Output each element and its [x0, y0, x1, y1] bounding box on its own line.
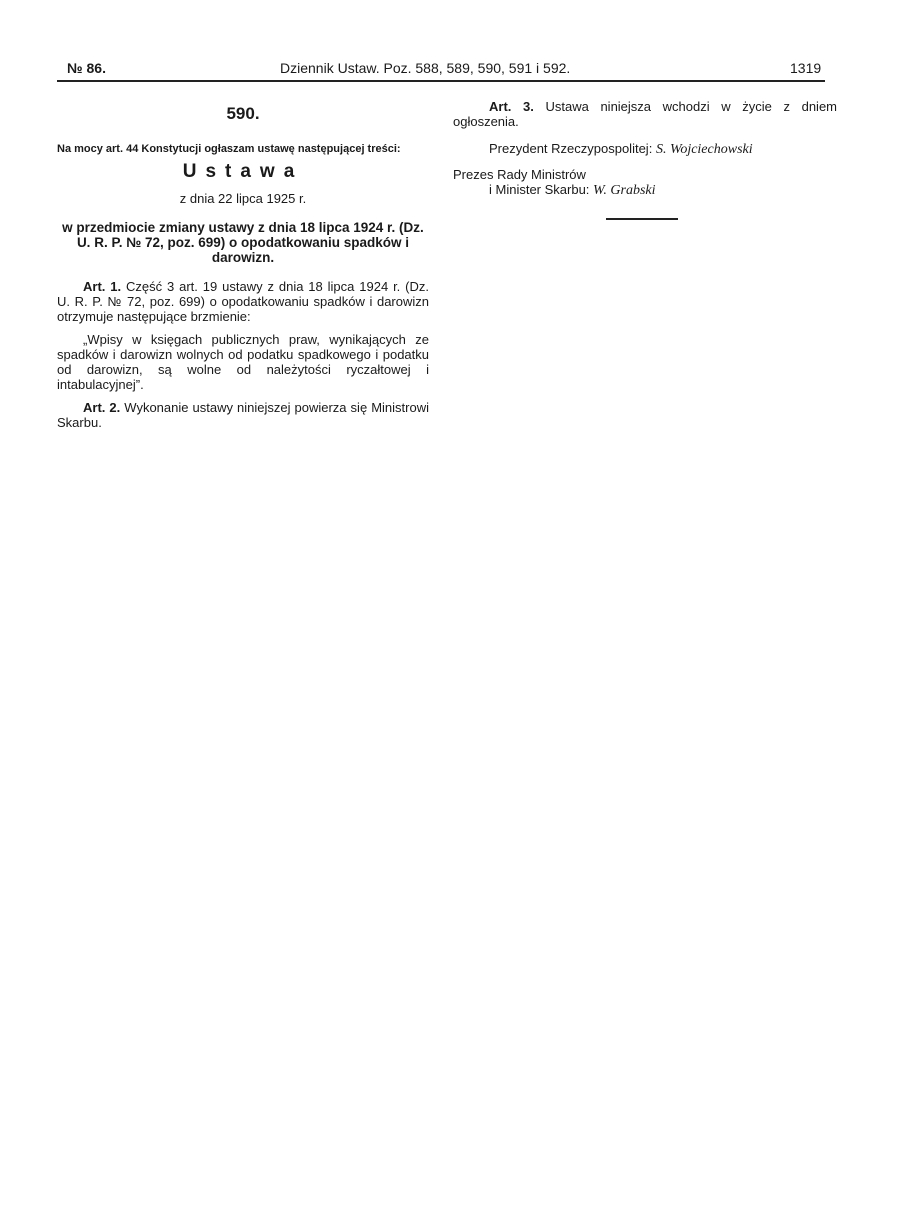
page-number: 1319 — [790, 60, 822, 76]
article-2-text: Wykonanie ustawy niniejszej powierza się Ministrowi Skarbu. — [57, 400, 429, 430]
act-subject: w przedmiocie zmiany ustawy z dnia 18 lipca 1924 r. (Dz. U. R. P. № 72, poz. 699) o opodatkowaniu spadków i darowizn. — [62, 220, 424, 265]
article-3-label: Art. 3. — [489, 99, 534, 114]
end-rule — [606, 218, 678, 220]
article-3-text: Ustawa niniejsza wchodzi w życie z dniem ogłoszenia. — [453, 99, 838, 129]
signature-prime-minister — [453, 167, 837, 198]
issue-number: № 86. — [67, 60, 106, 76]
header-rule — [57, 80, 825, 82]
article-1 — [57, 279, 429, 324]
article-3 — [453, 99, 837, 129]
promulgation-intro: Na mocy art. 44 Konstytucji ogłaszam ustawę następującej treści: — [57, 143, 401, 155]
article-1-label: Art. 1. — [83, 279, 122, 294]
prime-minister-role-line1: Prezes Rady Ministrów — [453, 167, 586, 182]
left-column — [57, 106, 429, 438]
article-2-label: Art. 2. — [83, 400, 121, 415]
president-role: Prezydent Rzeczypospolitej: — [489, 141, 653, 156]
president-name: S. Wojciechowski — [655, 142, 753, 157]
position-number: 590. — [226, 104, 260, 123]
signature-president — [453, 141, 837, 157]
prime-minister-role-line2-wrap — [453, 182, 837, 198]
article-2 — [57, 400, 429, 430]
right-column — [453, 99, 837, 220]
prime-minister-role-line2: i Minister Skarbu: — [489, 182, 590, 197]
act-date: z dnia 22 lipca 1925 r. — [179, 191, 307, 206]
prime-minister-name: W. Grabski — [593, 183, 656, 198]
journal-header-title: Dziennik Ustaw. Poz. 588, 589, 590, 591 i 592. — [280, 60, 571, 76]
article-1-text: Część 3 art. 19 ustawy z dnia 18 lipca 1924 r. (Dz. U. R. P. № 72, poz. 699) o opodatkowaniu spadków i darowizn otrzymuje następujące brzmienie: — [57, 279, 430, 324]
article-1-quote: „Wpisy w księgach publicznych praw, wynikających ze spadków i darowizn wolnych od podatku spadkowego i podatku od darowizn, są wolne od należytości ryczałtowej i intabulacyjnej”. — [57, 332, 429, 392]
act-title: Ustawa — [182, 161, 304, 182]
